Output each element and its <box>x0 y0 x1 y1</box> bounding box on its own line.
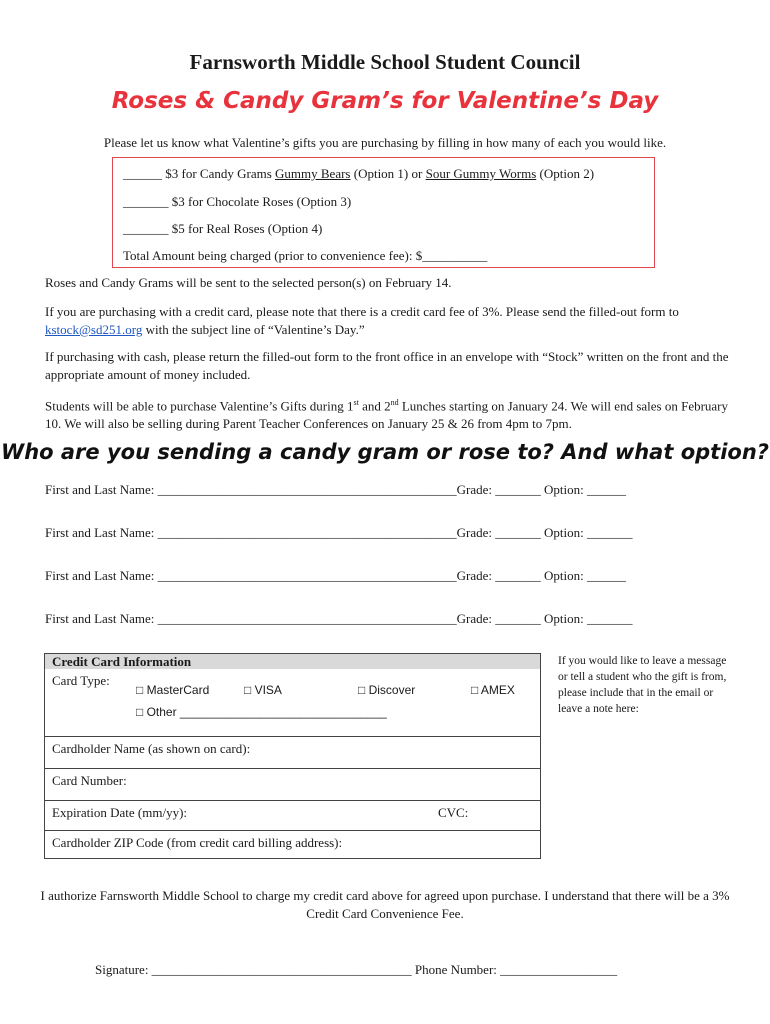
schedule-sup-st: st <box>353 398 359 407</box>
schedule-text-c: Lunches starting on January 24. We will end sales on February 10. We will also be selling during Parent Teacher Conferences on January 25 & 26 from 4pm to 7pm. <box>45 398 729 432</box>
recipient-row[interactable]: First and Last Name: ______________________________________________Grade: _______ Option: ______ <box>45 568 626 583</box>
email-link[interactable]: kstock@sd251.org <box>45 322 143 337</box>
recipients-heading: Who are you sending a candy gram or rose to? And what option? <box>1 440 769 464</box>
option2-text: (Option 2) <box>536 166 595 181</box>
credit-card-instructions <box>45 303 735 339</box>
schedule-text-a: Students will be able to purchase Valentine’s Gifts during 1 <box>45 398 354 414</box>
card-number-row[interactable] <box>45 768 540 800</box>
other-card-checkbox[interactable]: □ Other _______________________________ <box>136 705 387 719</box>
options-box <box>112 157 655 268</box>
candy-gram-option-line[interactable] <box>123 166 594 182</box>
recipient-row[interactable]: First and Last Name: ______________________________________________Grade: _______ Option: ______ <box>45 482 626 497</box>
schedule-text-b: and 2 <box>358 398 391 414</box>
credit-card-fee-text: If you are purchasing with a credit card, please note that there is a credit card fee of 3%. Please send the filled-out form to <box>45 304 679 319</box>
real-roses-option-line[interactable]: _______ $5 for Real Roses (Option 4) <box>123 221 323 236</box>
candy-gram-blank: ______ $3 for Candy Grams <box>123 166 276 181</box>
cash-instructions: If purchasing with cash, please return the filled-out form to the front office in an envelope with “Stock” written on the front and the appropriate amount of money included. <box>45 349 729 382</box>
expiration-label: Expiration Date (mm/yy): <box>52 805 188 820</box>
valentine-subtitle: Roses & Candy Gram’s for Valentine’s Day <box>111 88 659 114</box>
cvc-label: CVC: <box>438 805 469 820</box>
card-number-label: Card Number: <box>52 773 127 788</box>
expiration-cvc-row[interactable] <box>45 800 540 830</box>
discover-checkbox[interactable]: □ Discover <box>358 683 416 697</box>
option1-text: (Option 1) or <box>350 166 426 181</box>
chocolate-roses-option-line[interactable]: _______ $3 for Chocolate Roses (Option 3) <box>123 194 352 209</box>
zip-label: Cardholder ZIP Code (from credit card billing address): <box>52 835 343 850</box>
credit-card-table <box>44 653 541 859</box>
cardholder-name-row[interactable] <box>45 736 540 768</box>
zip-row[interactable] <box>45 830 540 859</box>
mastercard-checkbox[interactable]: □ MasterCard <box>136 683 210 697</box>
delivery-date-text: Roses and Candy Grams will be sent to the selected person(s) on February 14. <box>45 275 452 290</box>
cardholder-name-label: Cardholder Name (as shown on card): <box>52 741 251 756</box>
page-title: Farnsworth Middle School Student Council <box>189 50 581 74</box>
gummy-bears-label: Gummy Bears <box>275 166 351 181</box>
intro-text: Please let us know what Valentine’s gifts you are purchasing by filling in how many of each you would like. <box>103 135 667 150</box>
sales-schedule-text <box>45 394 735 433</box>
recipient-row[interactable]: First and Last Name: ______________________________________________Grade: _______ Option: _______ <box>45 525 633 540</box>
total-amount-line[interactable]: Total Amount being charged (prior to convenience fee): $__________ <box>123 248 488 263</box>
amex-checkbox[interactable]: □ AMEX <box>471 683 515 697</box>
schedule-sup-nd: nd <box>390 398 399 407</box>
visa-checkbox[interactable]: □ VISA <box>244 683 282 697</box>
sour-worms-label: Sour Gummy Worms <box>425 166 537 181</box>
signature-phone-line[interactable]: Signature: ________________________________________ Phone Number: __________________ <box>95 962 618 977</box>
recipient-row[interactable]: First and Last Name: ______________________________________________Grade: _______ Option: _______ <box>45 611 633 626</box>
subject-line-text: with the subject line of “Valentine’s Day.” <box>142 322 365 337</box>
card-type-label: Card Type: <box>52 673 110 688</box>
message-note: If you would like to leave a message or tell a student who the gift is from, please include that in the email or leave a note here: <box>558 655 727 715</box>
credit-card-heading: Credit Card Information <box>45 654 540 669</box>
authorization-text: I authorize Farnsworth Middle School to charge my credit card above for agreed upon purchase. I understand that there will be a 3% Credit Card Convenience Fee. <box>40 888 730 921</box>
